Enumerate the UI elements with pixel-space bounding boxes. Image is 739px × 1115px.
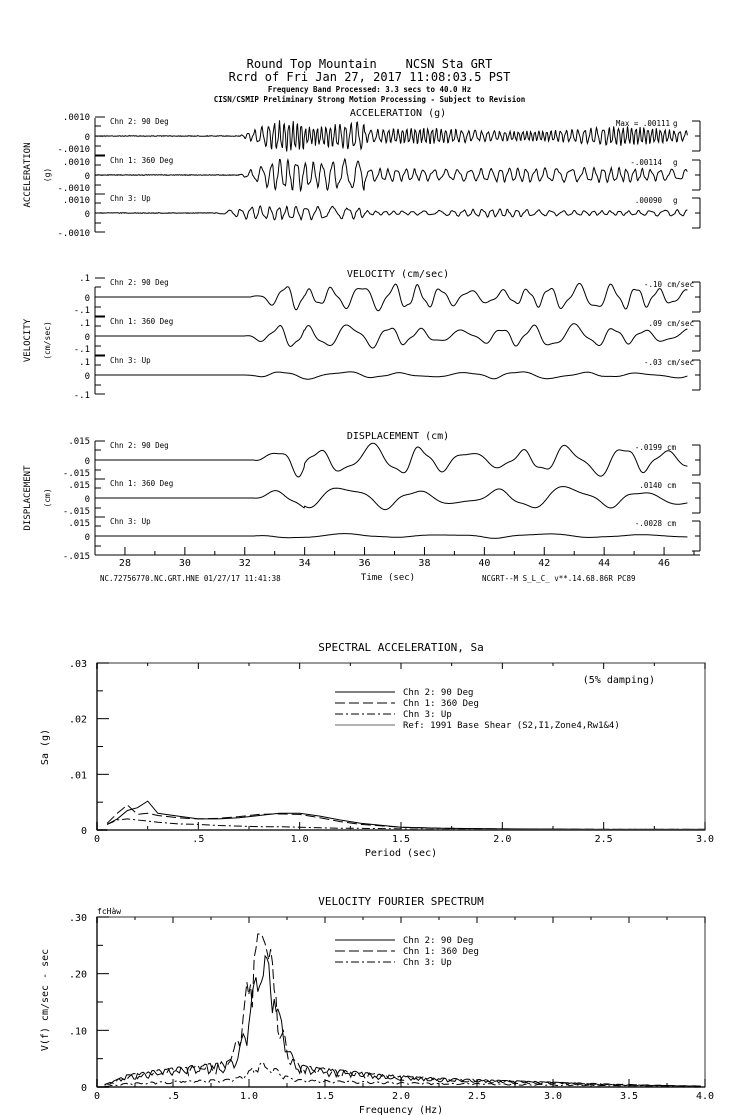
y-tick-label: .0010 [62, 113, 90, 123]
panel-ylabel: VELOCITY [23, 318, 33, 363]
legend-entry: Chn 2: 90 Deg [403, 688, 474, 698]
peak-unit: g [673, 119, 678, 128]
y-tick-label: -.0010 [57, 229, 90, 239]
channel-label: Chn 3: Up [110, 194, 151, 203]
waveform-chn-3-up [95, 534, 687, 539]
y-tick-label: 0 [84, 495, 90, 505]
x-tick-label: 4.0 [695, 1091, 715, 1102]
panel-title: DISPLACEMENT (cm) [346, 431, 450, 442]
peak-value: .00090 [634, 196, 662, 205]
y-tick-label: -.0010 [57, 184, 90, 194]
y-tick-label: -.1 [73, 391, 90, 401]
peak-value: -.10 [643, 280, 662, 289]
x-tick-label: 2.5 [594, 834, 613, 845]
series-line [107, 805, 705, 829]
peak-value: -.0028 [634, 519, 662, 528]
peak-unit: cm [667, 519, 677, 528]
y-tick-label: .015 [68, 519, 90, 529]
frequency-band: Frequency Band Processed: 3.3 secs to 40.0 Hz [267, 85, 472, 94]
chart-title: SPECTRAL ACCELERATION, Sa [318, 641, 484, 654]
peak-value: Max = .00111 [615, 119, 670, 128]
x-tick-label: 46 [658, 558, 671, 569]
waveform-chn-1-360-deg [95, 159, 687, 191]
channel-label: Chn 2: 90 Deg [110, 117, 169, 126]
channel-label: Chn 1: 360 Deg [110, 317, 174, 326]
waveform-chn-1-360-deg [95, 324, 687, 348]
peak-unit: cm/sec [667, 358, 695, 367]
x-tick-label: 1.5 [315, 1091, 335, 1102]
y-tick-label: 0 [84, 457, 90, 467]
x-tick-label: 30 [178, 558, 191, 569]
channel-label: Chn 2: 90 Deg [110, 441, 169, 450]
legend-entry: Chn 1: 360 Deg [403, 699, 479, 709]
y-tick-label: .1 [79, 274, 90, 284]
waveform-chn-2-90-deg [95, 120, 687, 151]
y-tick-label: .0010 [62, 196, 90, 206]
record-date: Rcrd of Fri Jan 27, 2017 11:08:03.5 PST [228, 70, 511, 84]
footer-record-id: NC.72756770.NC.GRT.HNE 01/27/17 11:41:38 [100, 574, 281, 583]
damping-note: (5% damping) [582, 675, 655, 686]
y-tick-label: -.0010 [57, 145, 90, 155]
panel-unit-label: (cm/sec) [43, 321, 52, 360]
peak-value: .09 [648, 319, 662, 328]
panel-title: ACCELERATION (g) [349, 108, 447, 119]
x-tick-label: .5 [192, 834, 205, 845]
y-tick-label: .02 [68, 714, 87, 726]
y-tick-label: 0 [84, 294, 90, 304]
peak-value: -.0199 [634, 443, 662, 452]
plot-frame [97, 917, 705, 1087]
y-tick-label: .0010 [62, 158, 90, 168]
x-tick-label: 3.0 [543, 1091, 563, 1102]
x-tick-label: 1.5 [391, 834, 411, 845]
y-tick-label: -.015 [62, 552, 90, 562]
peak-unit: cm/sec [667, 319, 695, 328]
channel-label: Chn 2: 90 Deg [110, 278, 169, 287]
legend-entry: Ref: 1991 Base Shear (S2,I1,Zone4,Rw1&4) [403, 721, 620, 731]
peak-unit: cm [667, 481, 677, 490]
y-tick-label: -.1 [73, 345, 90, 355]
x-tick-label: 40 [478, 558, 491, 569]
y-tick-label: 0 [84, 133, 90, 143]
channel-label: Chn 1: 360 Deg [110, 156, 174, 165]
y-axis-label: V(f) cm/sec - sec [40, 948, 51, 1052]
y-tick-label: -.1 [73, 306, 90, 316]
y-tick-label: .03 [68, 659, 87, 670]
waveform-chn-3-up [95, 372, 687, 379]
peak-unit: g [673, 196, 678, 205]
y-tick-label: 0 [84, 533, 90, 543]
waveform-chn-3-up [95, 206, 687, 220]
x-tick-label: 0 [93, 834, 101, 845]
legend-entry: Chn 3: Up [403, 958, 452, 968]
y-tick-label: .30 [68, 913, 87, 924]
legend-entry: Chn 2: 90 Deg [403, 936, 474, 946]
panel-ylabel: DISPLACEMENT [23, 465, 33, 531]
time-axis-label: Time (sec) [360, 573, 416, 583]
x-tick-label: 36 [358, 558, 371, 569]
plot-frame [97, 663, 705, 830]
x-tick-label: 28 [118, 558, 131, 569]
series-line [105, 956, 701, 1087]
peak-unit: cm [667, 443, 677, 452]
peak-unit: cm/sec [667, 280, 695, 289]
y-tick-label: .10 [68, 1026, 87, 1038]
y-tick-label: 0 [84, 333, 90, 343]
peak-value: .0140 [639, 481, 662, 490]
series-line [107, 801, 705, 829]
panel-ylabel: ACCELERATION [23, 142, 33, 208]
x-axis-label: Period (sec) [364, 848, 438, 859]
y-tick-label: .015 [68, 481, 90, 491]
legend-entry: Chn 1: 360 Deg [403, 947, 479, 957]
x-tick-label: 32 [238, 558, 251, 569]
panel-unit-label: (g) [43, 167, 52, 183]
y-tick-label: .01 [68, 770, 87, 782]
x-tick-label: 0 [93, 1091, 101, 1102]
y-tick-label: .015 [68, 437, 90, 447]
waveform-chn-1-360-deg [95, 487, 687, 510]
y-tick-label: 0 [80, 1083, 87, 1094]
y-tick-label: .1 [79, 358, 90, 368]
x-tick-label: 44 [598, 558, 611, 569]
legend-entry: Chn 3: Up [403, 710, 452, 720]
channel-label: Chn 3: Up [110, 517, 151, 526]
corner-label: fcHàw [97, 907, 122, 916]
y-tick-label: .20 [68, 969, 87, 981]
peak-value: -.00114 [630, 158, 662, 167]
peak-value: -.03 [643, 358, 662, 367]
waveform-chn-2-90-deg [95, 284, 687, 311]
channel-label: Chn 3: Up [110, 356, 151, 365]
station-title: Round Top Mountain NCSN Sta GRT [246, 57, 493, 71]
chart-title: VELOCITY FOURIER SPECTRUM [318, 895, 484, 908]
panel-title: VELOCITY (cm/sec) [346, 269, 450, 280]
y-tick-label: 0 [84, 210, 90, 220]
x-tick-label: 2.5 [467, 1091, 487, 1102]
peak-unit: g [673, 158, 678, 167]
x-tick-label: .5 [166, 1091, 180, 1102]
y-tick-label: 0 [84, 172, 90, 182]
y-tick-label: 0 [80, 826, 87, 837]
x-tick-label: 3.0 [695, 834, 715, 845]
x-tick-label: 38 [418, 558, 431, 569]
footer-version: NCGRT--M S_L_C_ v**.14.68.86R PC89 [482, 574, 636, 583]
y-axis-label: Sa (g) [40, 728, 51, 766]
y-tick-label: 0 [84, 372, 90, 382]
channel-label: Chn 1: 360 Deg [110, 479, 174, 488]
x-tick-label: 1.0 [239, 1091, 259, 1102]
panel-unit-label: (cm) [43, 488, 52, 508]
y-tick-label: -.015 [62, 469, 90, 479]
x-tick-label: 34 [298, 558, 311, 569]
y-tick-label: .1 [79, 319, 90, 329]
processing-note: CISN/CSMIP Preliminary Strong Motion Processing - Subject to Revision [213, 94, 526, 104]
y-tick-label: -.015 [62, 507, 90, 517]
x-tick-label: 3.5 [619, 1091, 639, 1102]
x-tick-label: 42 [538, 558, 551, 569]
x-tick-label: 2.0 [493, 834, 512, 845]
x-tick-label: 1.0 [290, 834, 309, 845]
waveform-chn-2-90-deg [95, 443, 687, 477]
series-line [105, 1062, 701, 1086]
x-tick-label: 2.0 [391, 1091, 411, 1102]
x-axis-label: Frequency (Hz) [358, 1105, 444, 1115]
